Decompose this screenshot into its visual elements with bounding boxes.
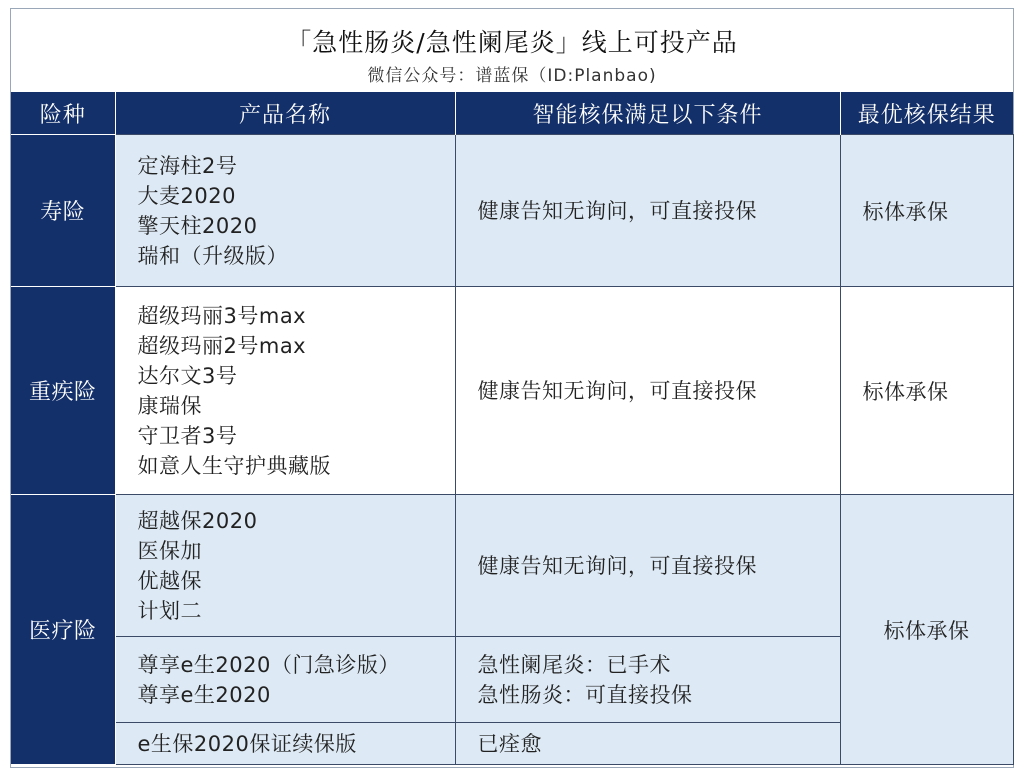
condition-cell [455,135,840,287]
product-name: 超级玛丽2号max [137,333,307,358]
product-list [115,495,455,637]
product-list [115,637,455,723]
table-header-row [11,92,1013,135]
product-name: 擎天柱2020 [137,213,258,238]
column-header-type: 险种 [11,92,115,135]
column-header-product: 产品名称 [115,92,455,135]
table-row-critical-illness [11,287,1013,495]
condition-text: 已痊愈 [477,731,542,756]
condition-cell [455,723,840,765]
product-name: e生保2020保证续保版 [137,731,357,756]
table-row-medical-1 [11,495,1013,637]
product-name: 尊享e生2020（门急诊版） [137,652,400,677]
product-name: 康瑞保 [137,393,202,418]
table-row-life [11,135,1013,287]
condition-text: 急性肠炎：可直接投保 [477,682,693,707]
result-cell: 标体承保 [840,495,1013,765]
product-name: 大麦2020 [137,183,236,208]
condition-cell [455,287,840,495]
product-table-card [10,8,1014,768]
condition-text: 健康告知无询问，可直接投保 [477,553,757,578]
category-cell: 医疗险 [11,495,115,765]
result-cell: 标体承保 [840,135,1013,287]
product-name: 超越保2020 [137,508,258,533]
column-header-result: 最优核保结果 [840,92,1013,135]
product-name: 达尔文3号 [137,363,238,388]
product-name: 尊享e生2020 [137,682,271,707]
product-list [115,135,455,287]
page-title: 「急性肠炎/急性阑尾炎」线上可投产品 [286,28,738,57]
column-header-condition: 智能核保满足以下条件 [455,92,840,135]
category-cell: 寿险 [11,135,115,287]
condition-cell [455,495,840,637]
product-list [115,723,455,765]
product-name: 如意人生守护典藏版 [137,453,331,478]
product-name: 计划二 [137,598,202,623]
page-subtitle: 微信公众号：谱蓝保（ID:Planbao) [367,66,657,86]
condition-text: 急性阑尾炎：已手术 [477,652,671,677]
product-name: 瑞和（升级版） [137,243,288,268]
condition-cell [455,637,840,723]
product-name: 优越保 [137,568,202,593]
insurance-product-table [11,92,1014,765]
condition-text: 健康告知无询问，可直接投保 [477,198,757,223]
product-name: 守卫者3号 [137,423,238,448]
category-cell: 重疾险 [11,287,115,495]
product-name: 超级玛丽3号max [137,303,307,328]
product-name: 定海柱2号 [137,153,238,178]
result-cell: 标体承保 [840,287,1013,495]
product-name: 医保加 [137,538,202,563]
condition-text: 健康告知无询问，可直接投保 [477,378,757,403]
product-list [115,287,455,495]
